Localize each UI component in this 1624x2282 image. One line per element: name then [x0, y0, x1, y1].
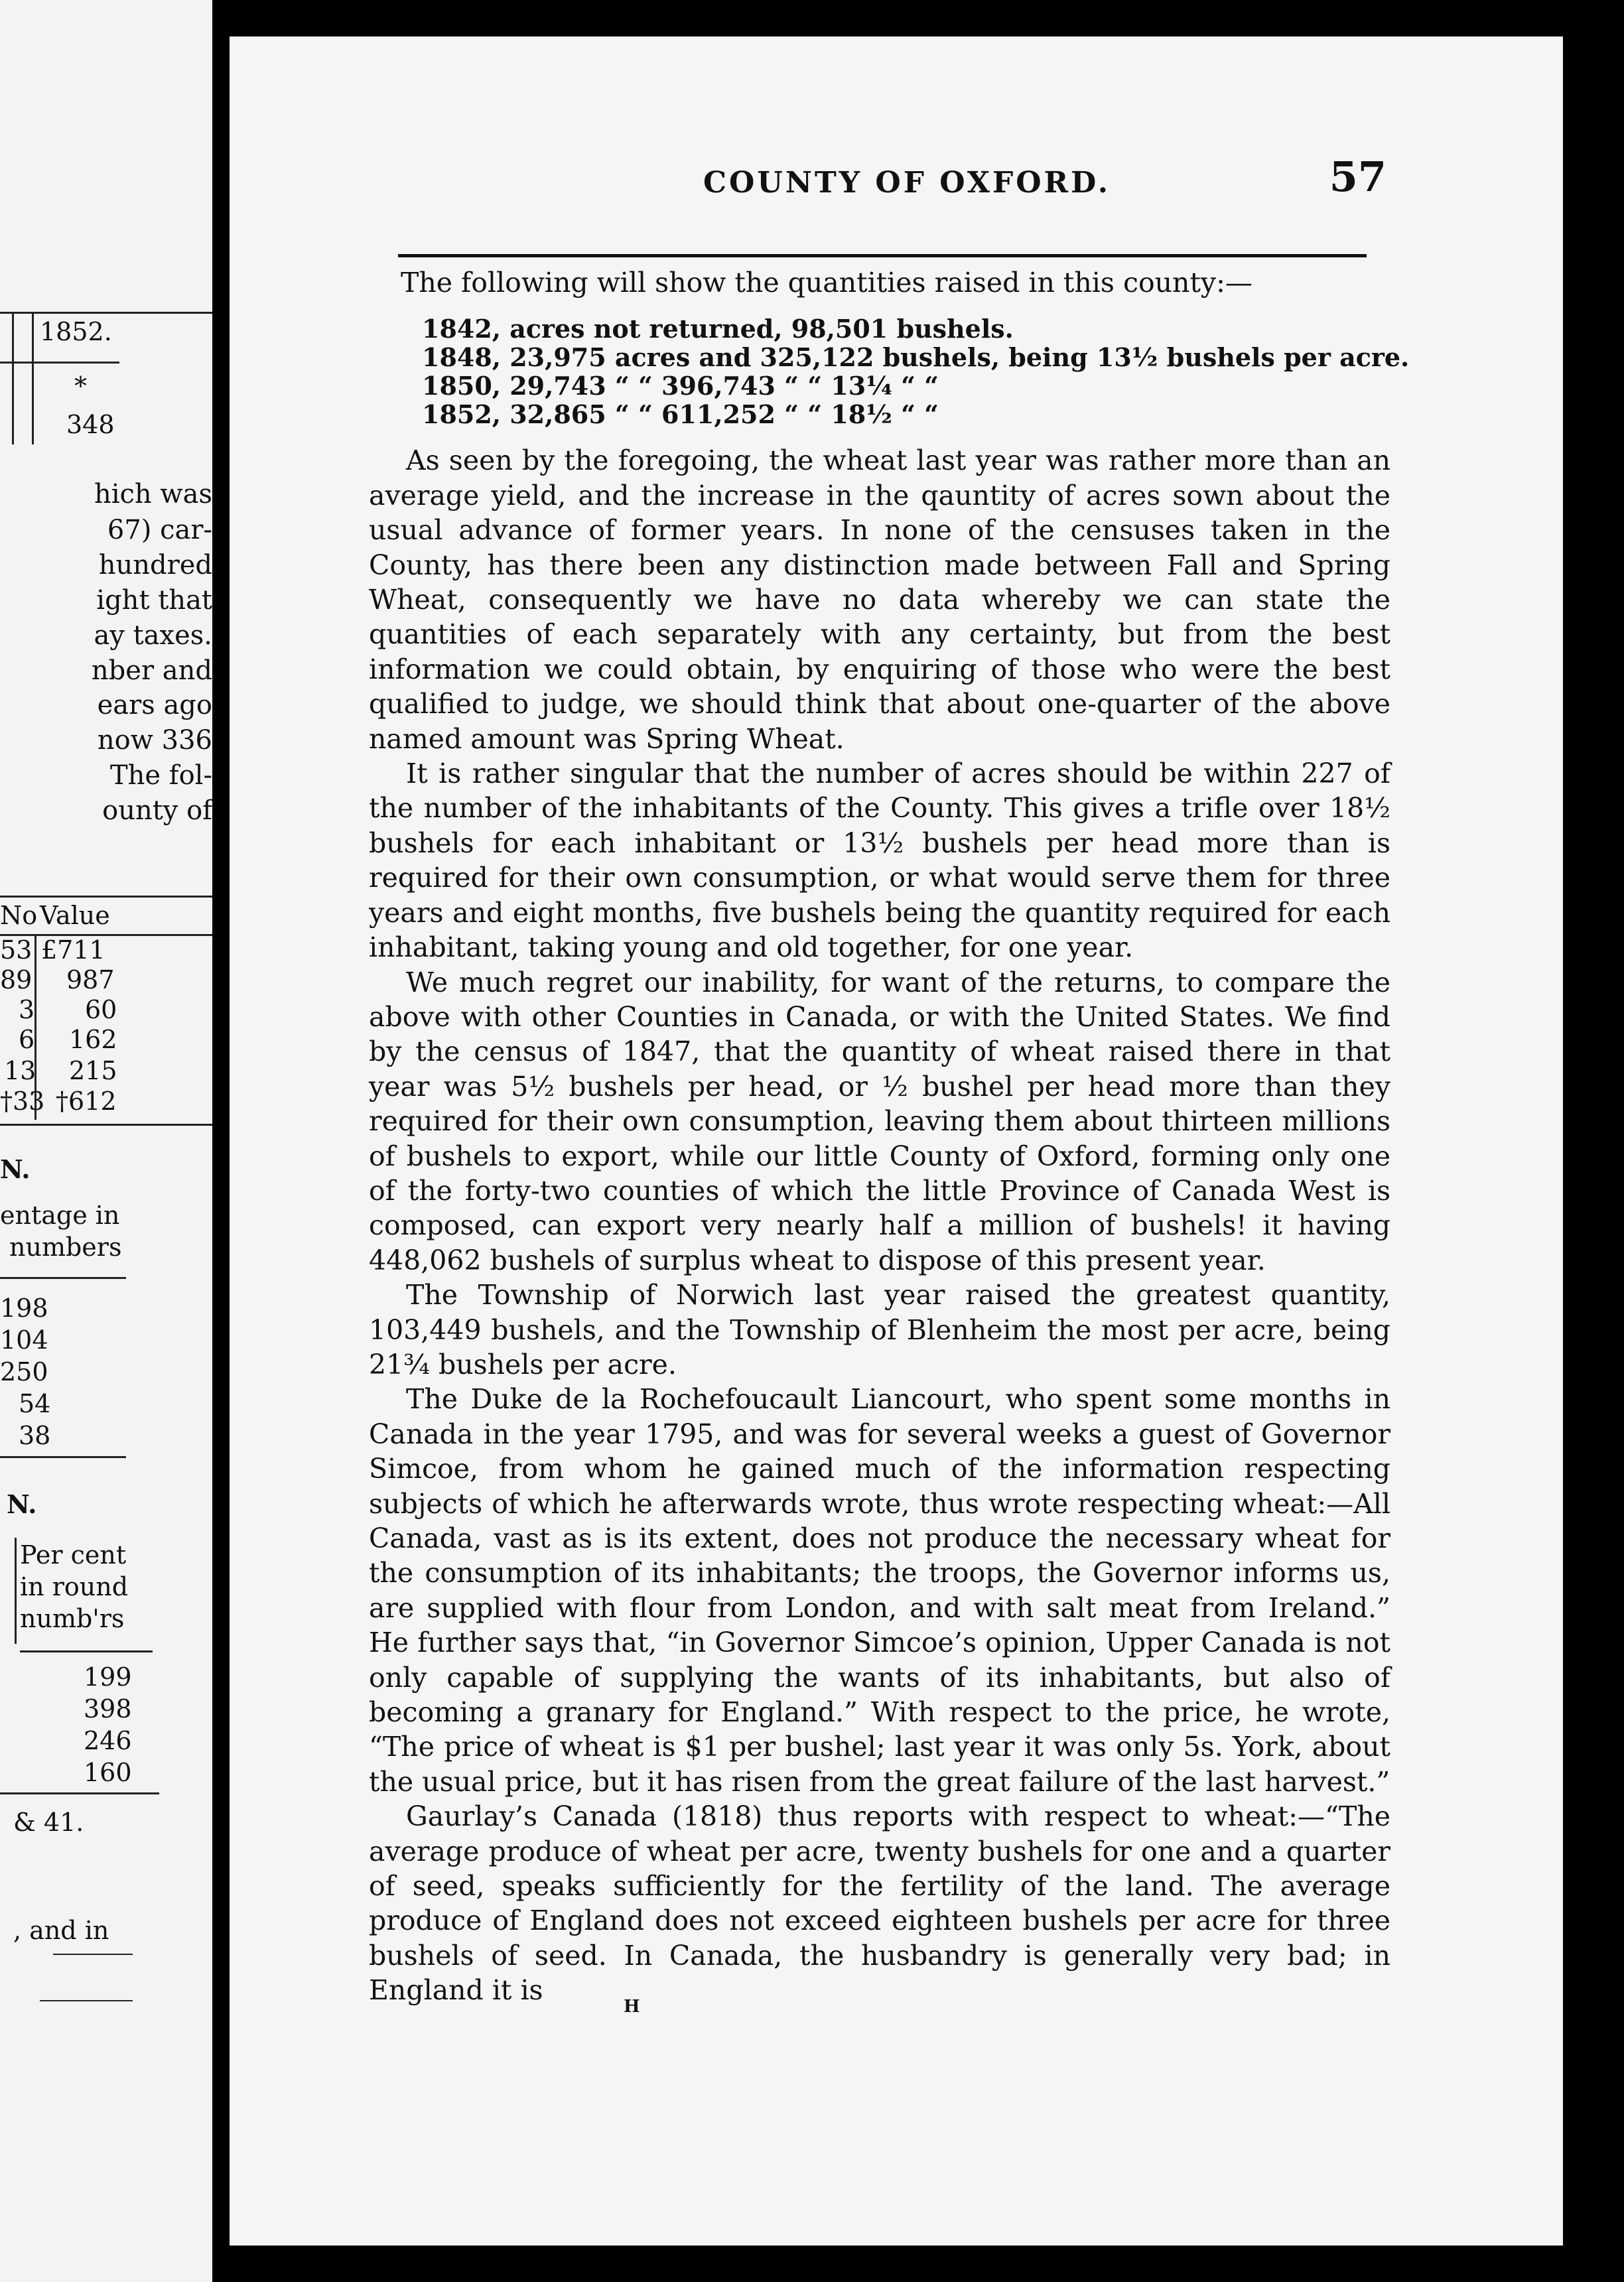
table-cell: 398: [84, 1694, 132, 1723]
table-cell: †612: [56, 1087, 117, 1116]
table-cell: 215: [69, 1056, 117, 1085]
table-rule: [0, 1277, 126, 1279]
table-header: in round: [20, 1572, 129, 1601]
body-text: [369, 265, 1410, 2008]
table-header: Per cent: [20, 1540, 127, 1570]
page-number: 57: [1329, 153, 1387, 201]
text-line: & 41.: [13, 1808, 84, 1837]
table-cell: 348: [66, 410, 115, 439]
header-rule: [398, 254, 1367, 257]
table-cell: 160: [84, 1758, 132, 1787]
table-rule: [20, 1650, 153, 1652]
wheat-yield-list: [422, 314, 1410, 430]
paragraph: We much regret our inability, for want of the returns, to compare the above with other Counties in Canada, or with the United States. We find by the census of 1847, that the quantity of wheat raised there in that year was 5½ bushels per head, or ½ bushel per head more than they required for their own consumption, leaving them about thirteen millions of bushels to export, while our little County of Oxford, forming only one of the forty-two counties of which the little Province of Canada West is composed, can export very nearly half a million of bushels! it having 448,062 bushels of surplus wheat to dispose of this present year.: [369, 966, 1390, 1276]
yield-line: 1850, 29,743 “ “ 396,743 “ “ 13¼ “ “: [422, 371, 939, 401]
table-cell: 6: [19, 1025, 35, 1054]
signature-mark: H: [624, 1997, 640, 2017]
table-rule: [12, 312, 14, 444]
text-line: nber and: [91, 655, 212, 686]
table-cell: 162: [69, 1025, 117, 1054]
table-rule: [0, 1792, 159, 1794]
table-header: Value: [40, 901, 110, 930]
table-rule: [0, 1124, 212, 1126]
table-rule: [32, 312, 34, 444]
text-line: hundred: [98, 550, 212, 580]
paragraph: The Duke de la Rochefoucault Liancourt, who spent some months in Canada in the year 1795, and was for several weeks a guest of Governor Simcoe, from whom he gained much of the information respecting subjects of which he afterwards wrote, thus wrote respecting wheat:—All Canada, vast as is its extent, does not produce the necessary wheat for the consumption of its inhabitants; the troops, the Governor informs us, are supplied with flour from London, and with salt meat from Ireland.” He further says that, “in Governor Simcoe’s opinion, Upper Canada is not only capable of supplying the wants of its inhabitants, but also of becoming a granary for England.” With respect to the price, he wrote, “The price of wheat is $1 per bushel; last year it was only 5s. York, about the usual price, but it has risen from the great failure of the last harvest.”: [369, 1383, 1390, 1798]
table-cell: 199: [84, 1662, 132, 1692]
table-cell: 250: [0, 1357, 48, 1386]
text-line: ears ago: [97, 690, 212, 720]
paragraph: It is rather singular that the number of acres should be within 227 of the number of the inhabitants of the County. This gives a trifle over 18½ bushels for each inhabitant or 13½ bushels per head more than is required for their own consumption, or what would serve them for three years and eight months, five bushels being the quantity required for each inhabitant, taking young and old together, for one year.: [369, 758, 1390, 964]
table-cell: 987: [66, 965, 115, 994]
table-cell: *: [74, 371, 87, 401]
table-header: numb'rs: [20, 1604, 125, 1633]
yield-line: 1848, 23,975 acres and 325,122 bushels, being 13½ bushels per acre.: [422, 342, 1410, 373]
table-cell: †33: [0, 1087, 45, 1116]
book-gutter: [212, 0, 230, 2282]
table-rule: [0, 362, 119, 364]
text-line: The fol-: [109, 760, 212, 791]
table-cell: £711: [41, 935, 105, 965]
table-cell: 246: [84, 1726, 132, 1755]
paragraph: Gaurlay’s Canada (1818) thus reports with respect to wheat:—“The average produce of wheat per acre, twenty bushels for one and a quarter of seed, speaks sufficiently for the fertility of the land. The average produce of England does not exceed eighteen bushels per acre for three bushels of seed. In Canada, the husbandry is generally very bad; in England it is: [369, 1800, 1390, 2007]
text-line: 67) car-: [107, 515, 212, 545]
table-cell: 54: [19, 1389, 51, 1418]
paragraph: The Township of Norwich last year raised the greatest quantity, 103,449 bushels, and the Township of Blenheim the most per acre, being 21¾ bushels per acre.: [369, 1279, 1390, 1380]
table-header: No: [0, 901, 38, 930]
running-title: COUNTY OF OXFORD.: [703, 166, 1111, 200]
table-cell: 60: [85, 995, 117, 1024]
text-line: now 336: [97, 725, 212, 756]
text-line: ay taxes.: [94, 620, 212, 651]
table-header: entage in: [0, 1201, 120, 1230]
table-cell: 13: [4, 1056, 36, 1085]
page-header: [703, 153, 1387, 212]
text-line: hich was: [94, 479, 212, 509]
paragraph: As seen by the foregoing, the wheat last year was rather more than an average yield, and the increase in the qauntity of acres sown about the usual advance of former years. In none of the censuses taken in the County, has there been any distinction made between Fall and Spring Wheat, consequently we have no data whereby we can state the quantities of each separately with any certainty, but from the best information we could obtain, by enquiring of those who were the best qualified to judge, we should think that about one-quarter of the above named amount was Spring Wheat.: [369, 444, 1390, 755]
table-rule: [15, 1538, 17, 1644]
text-line: ounty of: [102, 795, 212, 826]
table-cell: 89: [0, 965, 33, 994]
yield-line: 1842, acres not returned, 98,501 bushels.: [422, 314, 1014, 344]
table-header: 1852.: [40, 317, 112, 346]
left-page-fragment: [0, 0, 212, 2282]
table-cell: 53: [0, 935, 33, 965]
table-cell: 38: [19, 1421, 51, 1450]
table-header: numbers: [9, 1233, 122, 1262]
table-cell: 104: [0, 1325, 48, 1355]
table-cell: 3: [19, 995, 35, 1024]
table-rule: [53, 1954, 133, 1955]
intro-line: The following will show the quantities raised in this county:—: [401, 267, 1252, 299]
table-rule: [40, 2000, 133, 2001]
section-heading: N.: [7, 1489, 37, 1519]
text-line: , and in: [13, 1916, 109, 1945]
section-heading: N.: [0, 1154, 31, 1184]
table-rule: [0, 896, 212, 898]
text-line: ight that: [96, 585, 212, 616]
yield-line: 1852, 32,865 “ “ 611,252 “ “ 18½ “ “: [422, 399, 939, 430]
table-rule: [0, 1456, 126, 1458]
table-cell: 198: [0, 1294, 48, 1323]
